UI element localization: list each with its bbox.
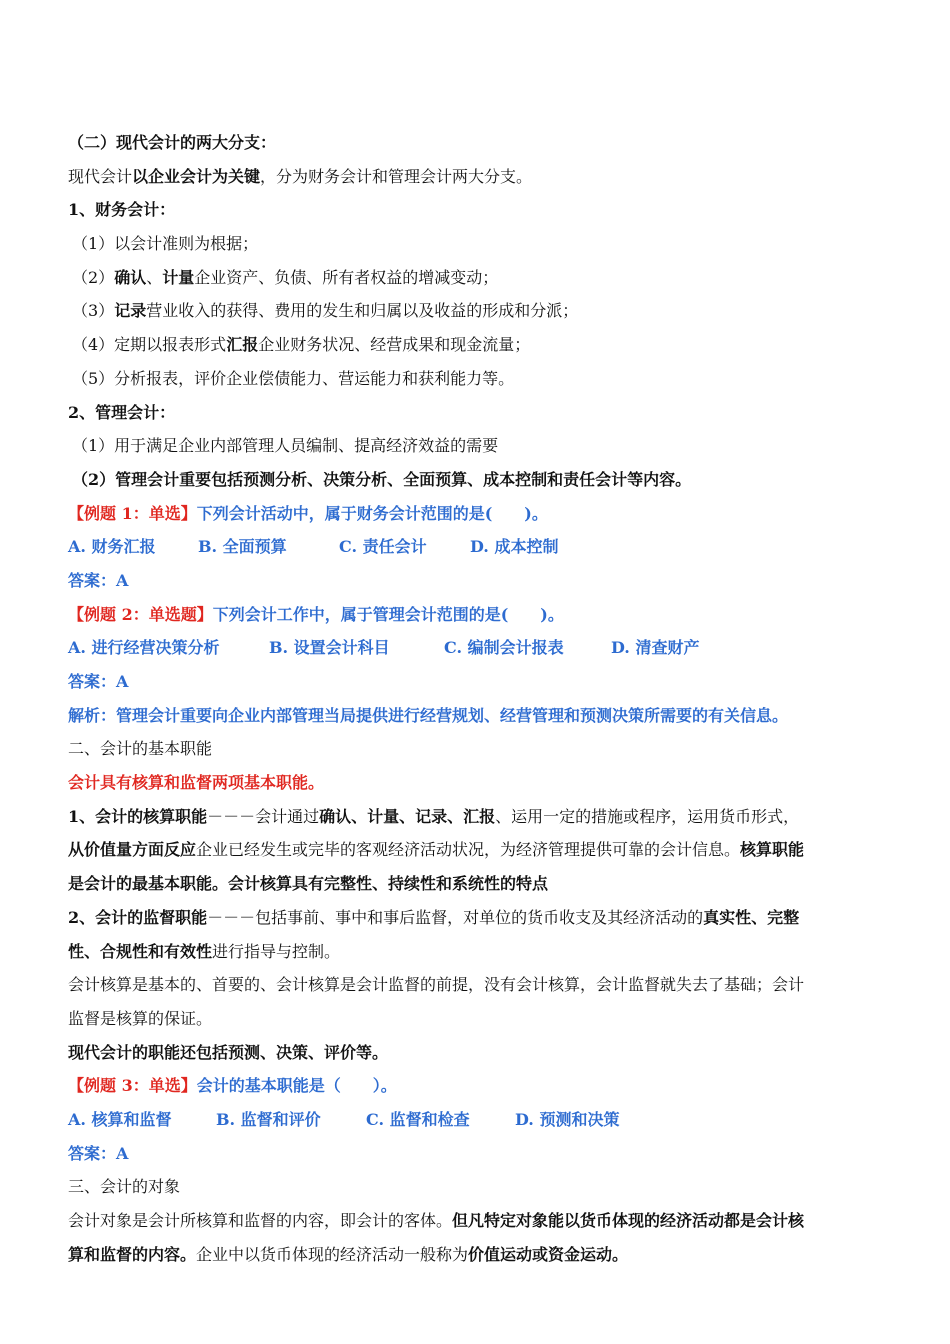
text-run: －－－包括事前、事中和事后监督，对单位的货币收支及其经济活动的 xyxy=(207,907,704,927)
text-run: ，分为财务会计和管理会计两大分支。 xyxy=(260,166,533,186)
option-d: D. 成本控制 xyxy=(470,537,559,557)
bold-run: 2、会计的监督职能 xyxy=(68,907,208,927)
list-item-bold: （2）管理会计重要包括预测分析、决策分析、全面预算、成本控制和责任会计等内容。 xyxy=(72,469,692,489)
heading-management-accounting: 2、管理会计： xyxy=(68,402,176,422)
option-a: A. 核算和监督 xyxy=(68,1109,172,1129)
example-3-answer: 答案：A xyxy=(68,1143,129,1163)
example-question-text: 下列会计活动中，属于财务会计范围的是( )。 xyxy=(196,503,548,523)
heading-financial-accounting: 1、财务会计： xyxy=(68,200,176,220)
bold-run: 算和监督的内容。 xyxy=(68,1244,197,1264)
paragraph-relationship-line2: 监督是核算的保证。 xyxy=(68,1008,213,1028)
text-run: 企业已经发生或完毕的客观经济活动状况，为经济管理提供可靠的会计信息。 xyxy=(196,840,741,860)
example-2-options xyxy=(68,631,886,665)
text-run: （2） xyxy=(72,267,115,287)
text-run: （4）定期以报表形式 xyxy=(72,335,227,355)
paragraph-supervision-function-line2 xyxy=(68,935,886,969)
example-2-explanation: 解析：管理会计重要向企业内部管理当局提供进行经营规划、经营管理和预测决策所需要的有关信息。 xyxy=(68,705,789,725)
list-item xyxy=(68,261,886,295)
bold-run: 确认、计量、记录、汇报 xyxy=(319,806,496,826)
option-c: C. 责任会计 xyxy=(339,537,427,557)
highlight-two-functions: 会计具有核算和监督两项基本职能。 xyxy=(68,773,325,793)
paragraph-relationship-line1: 会计核算是基本的、首要的、会计核算是会计监督的前提，没有会计核算，会计监督就失去了基础；会计 xyxy=(68,975,805,995)
example-1-answer: 答案：A xyxy=(68,570,129,590)
list-item: （5）分析报表，评价企业偿债能力、营运能力和获利能力等。 xyxy=(72,368,515,388)
example-3-question xyxy=(68,1069,886,1103)
bold-run: 价值运动或资金运动。 xyxy=(468,1244,629,1264)
text-run: （3） xyxy=(72,301,115,321)
paragraph-supervision-function-line1 xyxy=(68,901,886,935)
paragraph-object-line2 xyxy=(68,1238,886,1272)
option-a: A. 进行经营决策分析 xyxy=(68,638,220,658)
option-d: D. 清查财产 xyxy=(611,638,700,658)
example-1-question xyxy=(68,497,886,531)
text-run: －－－会计通过 xyxy=(207,806,320,826)
list-item xyxy=(68,294,886,328)
bold-run: 但凡特定对象能以货币体现的经济活动都是会计核 xyxy=(452,1211,805,1230)
text-run: 、 xyxy=(146,267,163,287)
paragraph-accounting-function-line1 xyxy=(68,800,886,834)
section-heading-basic-functions: 二、会计的基本职能 xyxy=(68,739,213,759)
text-run: 会计对象是会计所核算和监督的内容，即会计的客体。 xyxy=(68,1211,453,1230)
bold-run: 1、会计的核算职能 xyxy=(68,806,208,826)
text-run: 、运用一定的措施或程序，运用货币形式， xyxy=(495,806,800,826)
option-b: B. 监督和评价 xyxy=(216,1109,321,1129)
section-heading-two-branches: （二）现代会计的两大分支： xyxy=(68,133,277,152)
example-2-question xyxy=(68,598,886,632)
bold-run: 计量 xyxy=(162,267,195,287)
bold-run: 记录 xyxy=(114,301,147,321)
bold-run: 以企业会计为关键 xyxy=(132,166,261,186)
list-item: （1）用于满足企业内部管理人员编制、提高经济效益的需要 xyxy=(72,436,499,456)
option-b: B. 全面预算 xyxy=(198,537,287,557)
bold-run: 性、合规性和有效性 xyxy=(68,941,213,961)
bold-run: 汇报 xyxy=(226,335,259,355)
example-tag: 【例题 1：单选】 xyxy=(68,503,197,523)
option-a: A. 财务汇报 xyxy=(68,537,156,557)
option-c: C. 监督和检查 xyxy=(366,1109,470,1129)
example-2-answer: 答案：A xyxy=(68,672,129,691)
text-run: 企业财务状况、经营成果和现金流量； xyxy=(258,335,531,355)
paragraph-modern-accounting xyxy=(68,160,886,194)
text-run: 企业中以货币体现的经济活动一般称为 xyxy=(196,1244,469,1264)
text-run: 营业收入的获得、费用的发生和归属以及收益的形成和分派； xyxy=(146,301,579,321)
paragraph-accounting-function-line3: 是会计的最基本职能。会计核算具有完整性、持续性和系统性的特点 xyxy=(68,874,549,894)
bold-run: 从价值量方面反应 xyxy=(68,840,197,860)
bold-run: 真实性、完整 xyxy=(703,907,800,927)
example-question-text: 下列会计工作中，属于管理会计范围的是( )。 xyxy=(212,604,564,624)
option-d: D. 预测和决策 xyxy=(515,1109,620,1129)
paragraph-other-functions: 现代会计的职能还包括预测、决策、评价等。 xyxy=(68,1042,389,1062)
text-run: 企业资产、负债、所有者权益的增减变动； xyxy=(194,267,499,287)
document-page xyxy=(68,126,886,1271)
list-item: （1）以会计准则为根据； xyxy=(72,234,259,254)
text-run: 现代会计 xyxy=(68,166,133,186)
option-b: B. 设置会计科目 xyxy=(269,638,390,658)
example-3-options xyxy=(68,1103,886,1137)
bold-run: 确认 xyxy=(114,267,147,287)
example-question-text: 会计的基本职能是（ ）。 xyxy=(196,1076,397,1096)
paragraph-object-line1 xyxy=(68,1204,886,1238)
option-c: C. 编制会计报表 xyxy=(444,638,564,658)
section-heading-accounting-object: 三、会计的对象 xyxy=(68,1177,181,1197)
paragraph-accounting-function-line2 xyxy=(68,833,886,867)
example-tag: 【例题 2：单选题】 xyxy=(68,604,213,624)
bold-run: 核算职能 xyxy=(740,840,805,860)
example-tag: 【例题 3：单选】 xyxy=(68,1076,197,1096)
list-item xyxy=(68,328,886,362)
example-1-options xyxy=(68,530,886,564)
text-run: 进行指导与控制。 xyxy=(212,941,341,961)
